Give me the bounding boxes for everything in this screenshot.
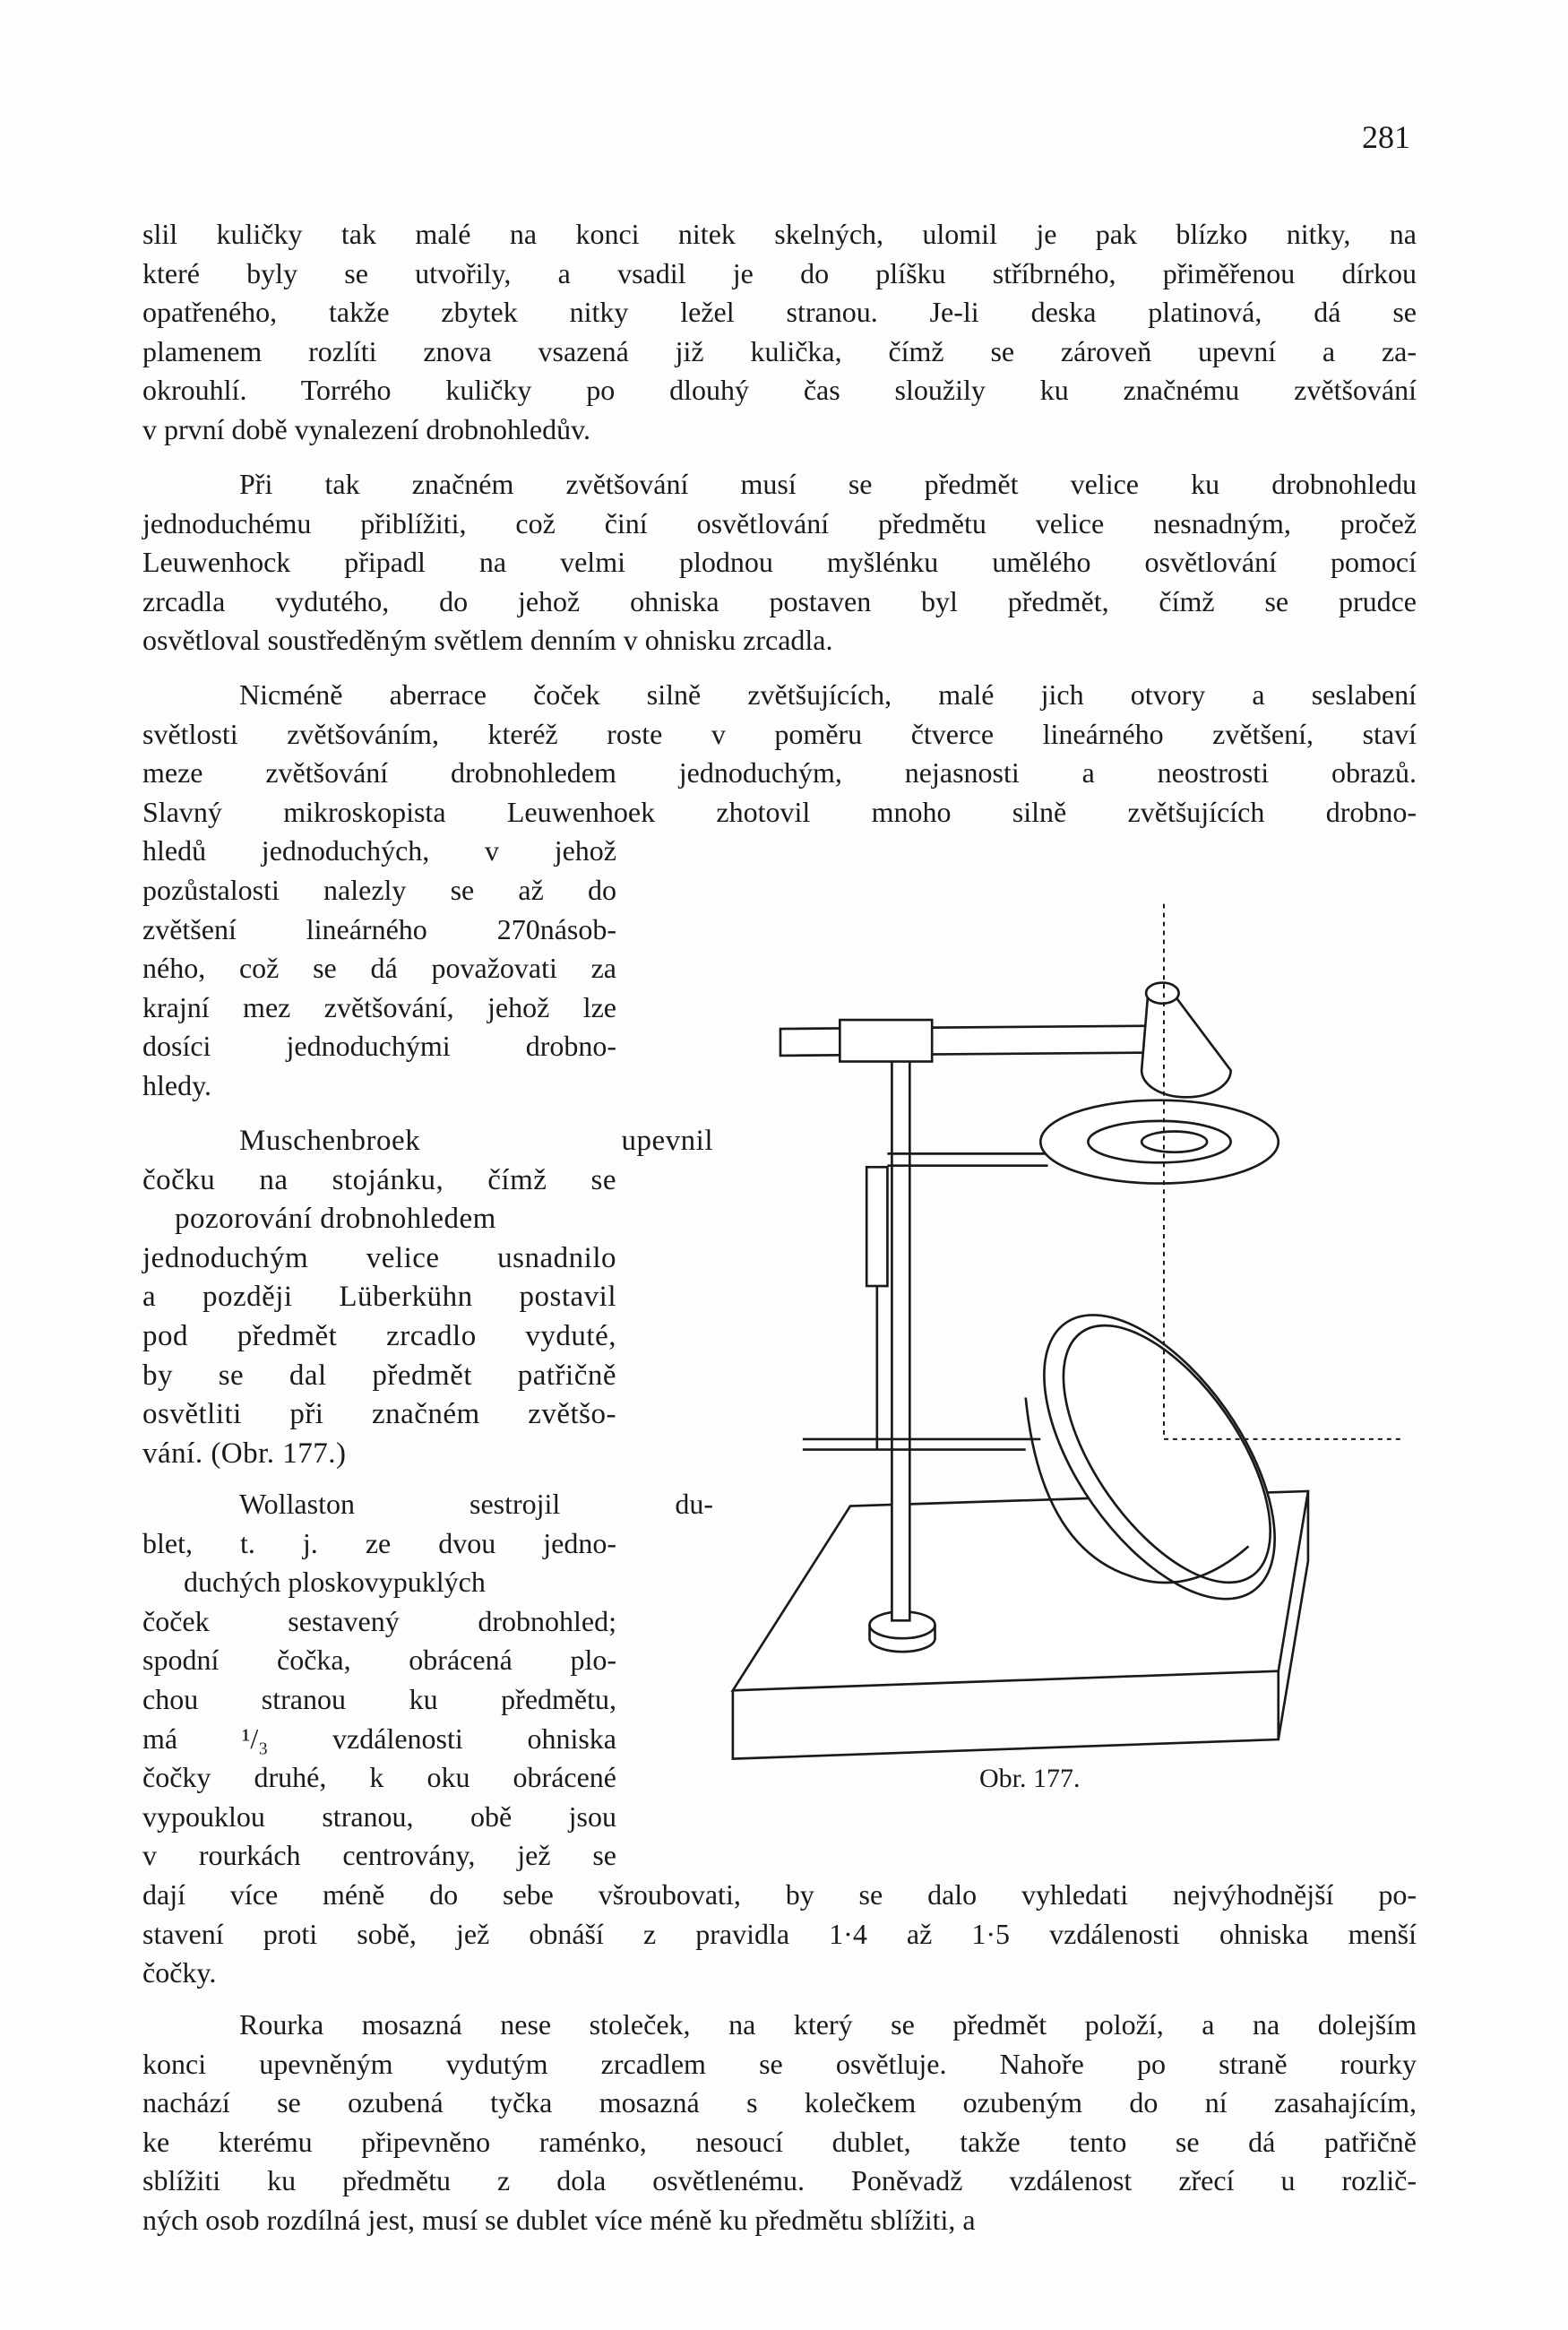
text-line: v první době vynalezení drobnohledův. [142,412,591,445]
text-line: opatřeného, takže zbytek nitky ležel stranou. Je-li deska platinová, dá se [142,296,1417,329]
text-line: plamenem rozlíti znova vsazená již kulička, čímž se zároveň upevní a za- [142,334,1417,367]
text-line: spodní čočka, obrácená plo- [142,1644,616,1677]
text-line: duchých ploskovypuklých [184,1566,486,1599]
text-line: čočku na stojánku, čímž se [142,1163,616,1196]
text-line: dosíci jednoduchými drobno- [142,1030,616,1063]
text-line: blet, t. j. ze dvou jedno- [142,1526,616,1559]
text-line: jednoduchému přiblížiti, což činí osvětlování předmětu velice nesnadným, pročež [142,506,1417,539]
text-line: v rourkách centrovány, jež se [142,1839,616,1872]
text-line: jednoduchým velice usnadnilo [142,1241,616,1274]
text-line: čočky druhé, k oku obrácené [142,1761,616,1794]
text-line: Leuwenhock připadl na velmi plodnou myšlénku umělého osvětlování pomocí [142,546,1417,579]
text-line: vypouklou stranou, obě jsou [142,1799,616,1833]
paragraph-2 [142,465,1417,660]
text-line: hledů jednoduchých, v jehož [142,834,616,867]
text-line: čočky. [142,1956,217,1989]
text-line: vání. (Obr. 177.) [142,1437,347,1470]
paragraph-4 [142,1122,1417,1473]
text-line: hledy. [142,1068,212,1101]
text-line: Nicméně aberrace čoček silně zvětšujících, malé jich otvory a seslabení [239,678,1417,711]
text-line: čoček sestavený drobnohled; [142,1604,616,1637]
text-line: konci upevněným vydutým zrcadlem se osvětluje. Nahoře po straně rourky [142,2047,1417,2080]
text-line: Slavný mikroskopista Leuwenhoek zhotovil mnoho silně zvětšujících drobno- [142,795,1417,828]
text-line: má ¹/₃ vzdálenosti ohniska [142,1722,616,1755]
text-line: pozorování drobnohledem [175,1203,496,1236]
figure-caption: Obr. 177. [979,1764,1081,1793]
paragraph-5 [142,1485,1417,1993]
text-line: zvětšení lineárného 270násob- [142,912,616,945]
text-line: nachází se ozubená tyčka mosazná s kolečkem ozubeným do ní zasahajícím, [142,2086,1417,2119]
text-line: Při tak značném zvětšování musí se předmět velice ku drobnohledu [239,468,1417,500]
text-line: slil kuličky tak malé na konci nitek skelných, ulomil je pak blízko nitky, na [142,218,1417,250]
text-line: dají více méně do sebe všroubovati, by se dalo vyhledati nejvýhodnější po- [142,1877,1417,1911]
text-line: pozůstalosti nalezly se až do [142,873,616,906]
text-line: Rourka mosazná nese stoleček, na který se předmět položí, a na dolejším [239,2008,1417,2041]
text-line: ného, což se dá považovati za [142,952,616,985]
paragraph-3 [142,676,1417,1106]
text-line: zrcadla vydutého, do jehož ohniska postaven byl předmět, čímž se prudce [142,584,1417,617]
paragraph-1 [142,215,1417,450]
text-line: okrouhlí. Torrého kuličky po dlouhý čas sloužily ku značnému zvětšování [142,374,1417,407]
text-line: světlosti zvětšováním, kteréž roste v poměru čtverce lineárného zvětšení, staví [142,717,1417,750]
text-line: meze zvětšování drobnohledem jednoduchým, nejasnosti a neostrosti obrazů. [142,756,1417,790]
text-line: chou stranou ku předmětu, [142,1682,616,1715]
paragraph-6 [142,2006,1417,2240]
text-line: Muschenbroek upevnil [239,1125,713,1157]
text-line: sblížiti ku předmětu z dola osvětlenému. Poněvadž vzdálenost zřecí u rozlič- [142,2164,1417,2197]
text-line: stavení proti sobě, jež obnáší z pravidla 1·4 až 1·5 vzdálenosti ohniska menší [142,1917,1417,1950]
text-line: osvětloval soustředěným světlem denním v ohnisku zrcadla. [142,624,833,657]
text-line: by se dal předmět patřičně [142,1359,616,1392]
text-line: a později Lüberkühn postavil [142,1281,616,1314]
text-line: ke kterému připevněno raménko, nesoucí dublet, takže tento se dá patřičně [142,2125,1417,2158]
text-line: osvětliti při značném zvětšo- [142,1398,616,1431]
text-line: ných osob rozdílná jest, musí se dublet více méně ku předmětu sblížiti, a [142,2203,976,2236]
text-line: krajní mez zvětšování, jehož lze [142,990,616,1023]
page-number: 281 [1362,119,1410,155]
text-line: pod předmět zrcadlo vyduté, [142,1319,616,1352]
text-line: které byly se utvořily, a vsadil je do plíšku stříbrného, přiměřenou dírkou [142,256,1417,289]
text-line: Wollaston sestrojil du- [239,1488,713,1520]
